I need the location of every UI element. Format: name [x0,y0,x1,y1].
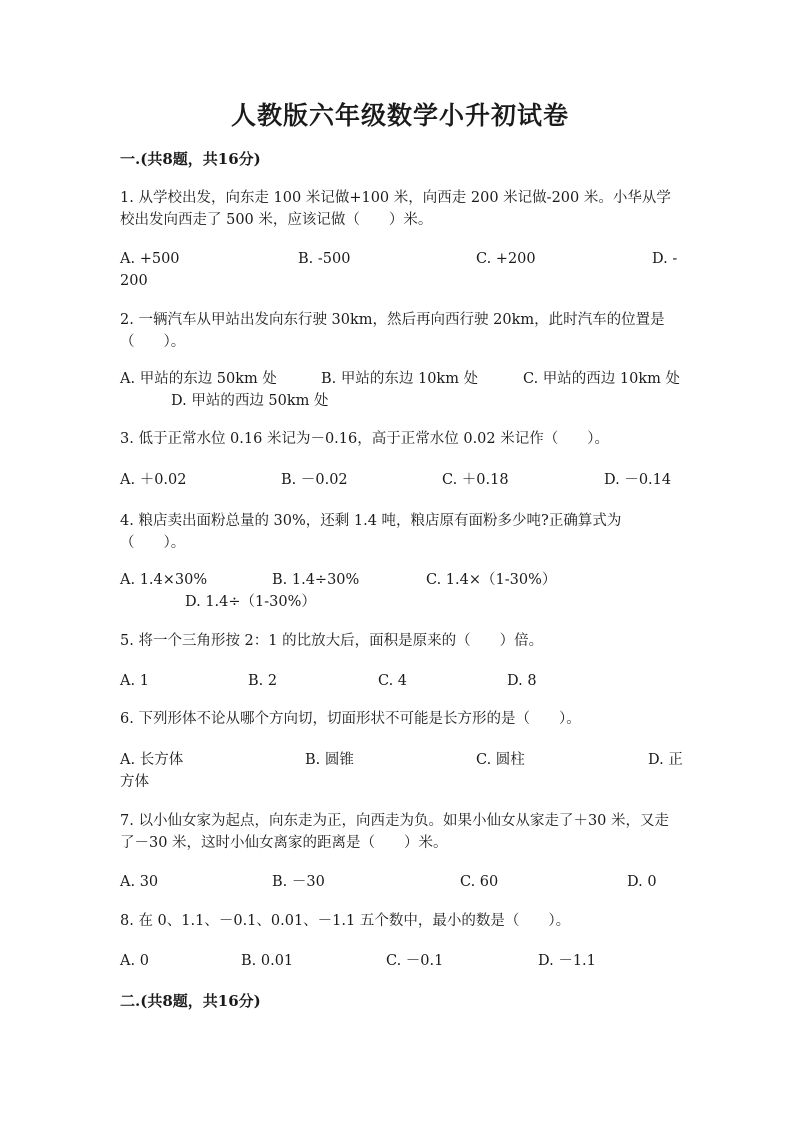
question-6: 6. 下列形体不论从哪个方向切，切面形状不可能是长方形的是（ ）。 [120,711,581,727]
option-d-continued: 方体 [120,774,149,790]
option-b: B. 甲站的东边 10km 处 [321,371,479,387]
option-d: D. - [652,251,678,267]
option-c: C. +200 [476,251,536,267]
question-3: 3. 低于正常水位 0.16 米记为－0.16，高于正常水位 0.02 米记作（ ）。 [120,431,609,447]
question-3-options [120,469,680,513]
option-c: C. 60 [460,874,499,890]
option-c: C. －0.1 [386,953,444,969]
option-a: A. +500 [120,251,180,267]
section-heading-1: 一.(共8题，共16分) [120,150,261,168]
option-b: B. －30 [272,874,325,890]
option-a: A. 长方体 [120,752,184,768]
option-a: A. 0 [120,953,149,969]
option-a: A. 1.4×30% [120,572,208,588]
option-b: B. 0.01 [241,953,294,969]
option-d: D. 正 [648,752,683,768]
option-c: C. 4 [378,673,408,689]
question-2: 2. 一辆汽车从甲站出发向东行驶 30km，然后再向西行驶 20km，此时汽车的位置是（ ）。 [120,312,665,350]
option-d: D. 1.4÷（1-30%） [185,594,316,610]
question-4: 4. 粮店卖出面粉总量的 30%，还剩 1.4 吨，粮店原有面粉多少吨?正确算式为（ ）。 [120,513,622,551]
option-a: A. 甲站的东边 50km 处 [120,371,277,387]
question-7-options [120,871,680,915]
question-8-options [120,950,680,994]
option-c: C. 1.4×（1-30%） [426,572,557,588]
exam-title: 人教版六年级数学小升初试卷 [230,101,569,130]
question-6-options [120,749,683,793]
option-a: A. 30 [120,874,159,890]
question-2-options [120,368,680,412]
question-7: 7. 以小仙女家为起点，向东走为正，向西走为负。如果小仙女从家走了＋30 米，又走了－30 米，这时小仙女离家的距离是（ ）米。 [120,813,670,851]
option-d: D. 8 [507,673,537,689]
question-1: 1. 从学校出发，向东走 100 米记做+100 米，向西走 200 米记做-200 米。小华从学校出发向西走了 500 米，应该记做（ ）米。 [120,190,671,228]
question-5: 5. 将一个三角形按 2：1 的比放大后，面积是原来的（ ）倍。 [120,633,544,649]
option-d: D. －1.1 [538,953,596,969]
section-heading-2: 二.(共8题，共16分) [120,992,261,1010]
question-4-options [120,569,680,613]
option-b: B. －0.02 [281,472,348,488]
question-1-options [120,248,680,292]
option-c: C. ＋0.18 [442,472,509,488]
option-d: D. －0.14 [604,472,672,488]
option-c: C. 圆柱 [476,752,525,768]
option-c: C. 甲站的西边 10km 处 [523,371,681,387]
option-b: B. -500 [298,251,351,267]
option-d: D. 0 [627,874,657,890]
option-b: B. 圆锥 [305,752,354,768]
option-b: B. 1.4÷30% [272,572,360,588]
option-d: D. 甲站的西边 50km 处 [171,393,329,409]
option-d-continued: 200 [120,273,148,289]
option-a: A. 1 [120,673,149,689]
option-a: A. ＋0.02 [120,472,187,488]
option-b: B. 2 [248,673,278,689]
question-8: 8. 在 0、1.1、－0.1、0.01、－1.1 五个数中，最小的数是（ ）。 [120,913,571,929]
